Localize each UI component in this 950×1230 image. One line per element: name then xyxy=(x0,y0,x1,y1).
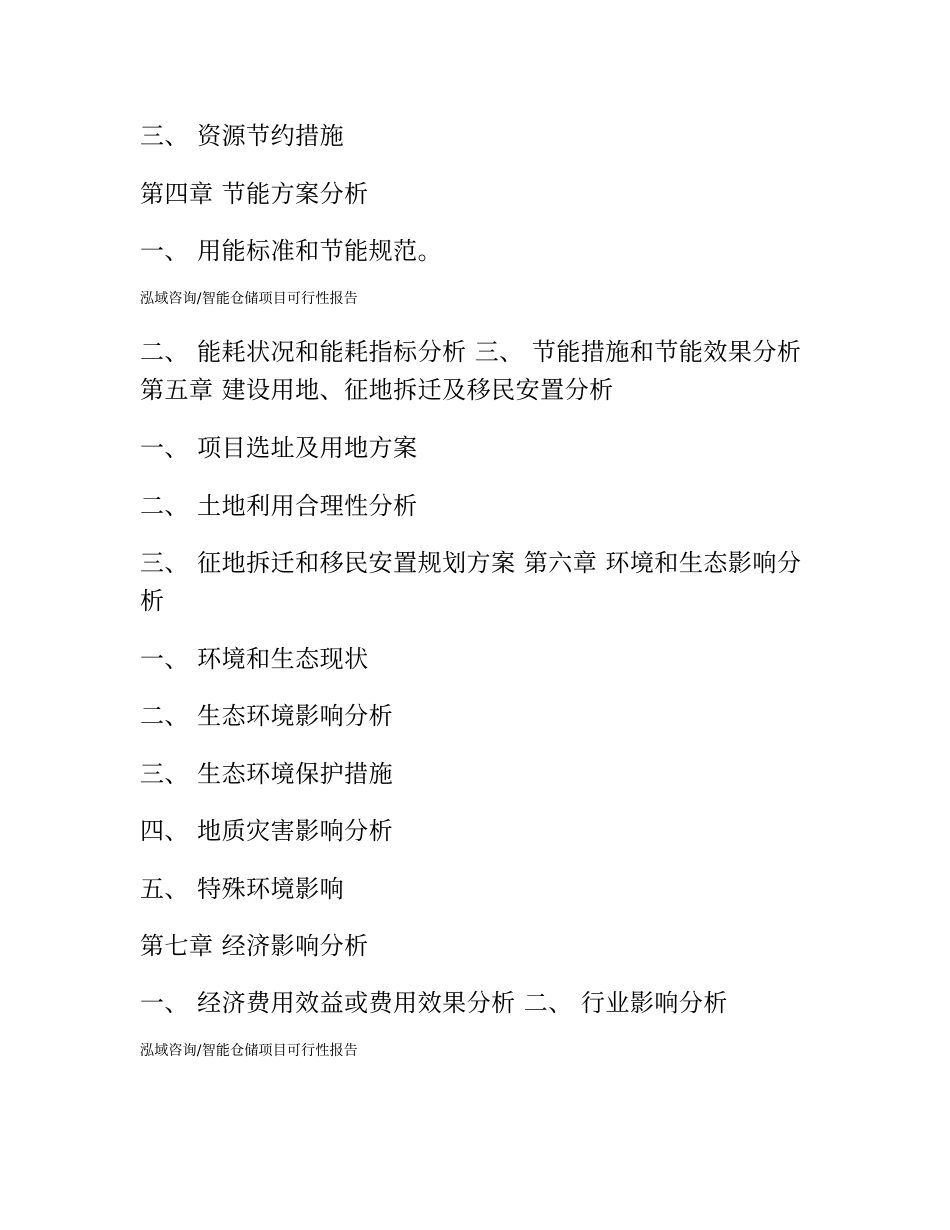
toc-entry-economic-analysis: 一、 经济费用效益或费用效果分析 二、 行业影响分析 xyxy=(140,989,728,1017)
page-footer: 泓域咨询/智能仓储项目可行性报告 xyxy=(140,291,358,307)
toc-entry-eco-impact: 二、 生态环境影响分析 xyxy=(140,702,394,730)
toc-entry-geologic-hazard: 四、 地质灾害影响分析 xyxy=(140,817,394,845)
toc-entry-land-use: 二、 土地利用合理性分析 xyxy=(140,492,418,520)
chapter-7-heading: 第七章 经济影响分析 xyxy=(140,932,369,960)
toc-entry-eco-protection: 三、 生态环境保护措施 xyxy=(140,760,394,788)
toc-entry-environment-status: 一、 环境和生态现状 xyxy=(140,645,369,673)
toc-entry-special-environment: 五、 特殊环境影响 xyxy=(140,875,345,903)
page-footer: 泓域咨询/智能仓储项目可行性报告 xyxy=(140,1043,358,1059)
chapter-4-heading: 第四章 节能方案分析 xyxy=(140,180,369,208)
toc-entry-energy-standards: 一、 用能标准和节能规范。 xyxy=(140,237,443,265)
toc-entry-relocation-plan: 三、 征地拆迁和移民安置规划方案 第六章 环境和生态影响分析 xyxy=(140,549,802,615)
toc-entry-energy-consumption: 二、 能耗状况和能耗指标分析 三、 节能措施和节能效果分析 第五章 建设用地、征地拆迁及移民安置分析 xyxy=(140,338,802,404)
toc-entry-site-selection: 一、 项目选址及用地方案 xyxy=(140,434,418,462)
toc-entry-resource-saving: 三、 资源节约措施 xyxy=(140,122,345,150)
